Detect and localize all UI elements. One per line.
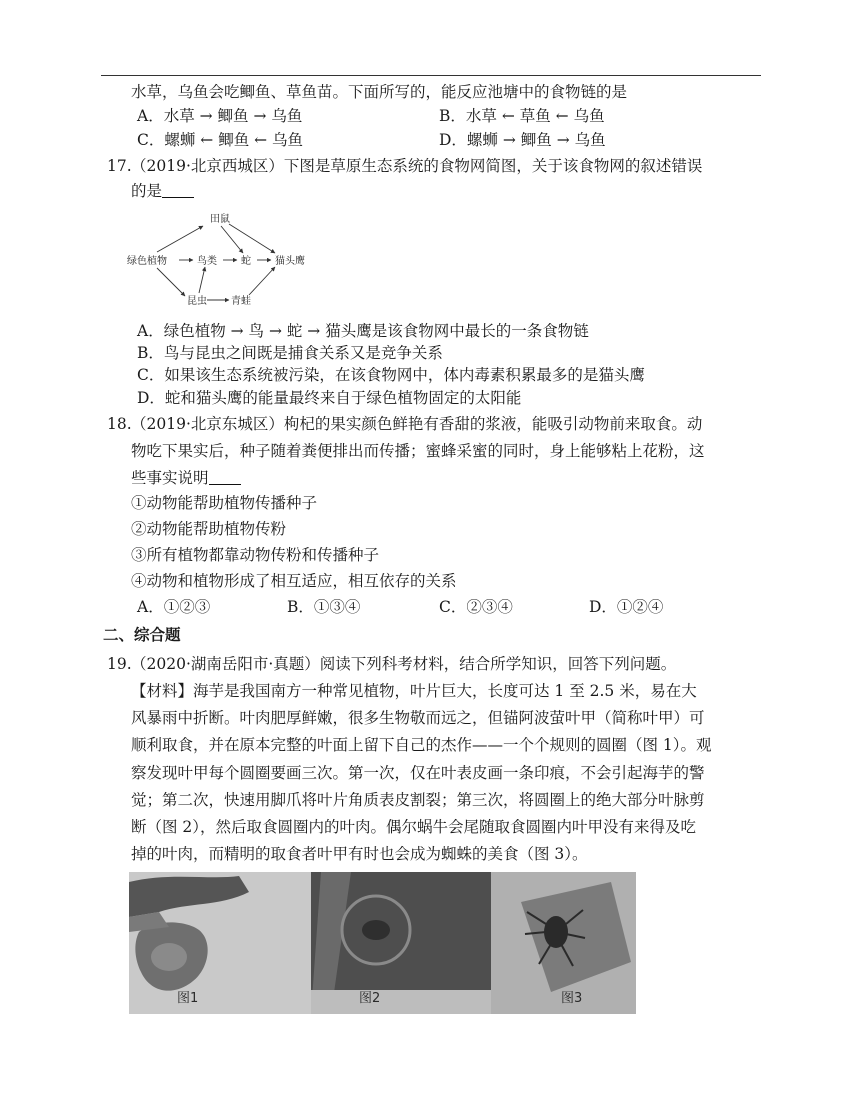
q17-stem-line1: （2019·北京西城区）下图是草原生态系统的食物网简图，关于该食物网的叙述错误 — [131, 157, 703, 175]
figure-1-caption: 图1 — [177, 991, 199, 1006]
figure-3-caption: 图3 — [561, 991, 583, 1006]
q18-statement-2: ②动物能帮助植物传粉 — [131, 520, 287, 538]
q18-option-a[interactable]: A．①②③ — [137, 598, 211, 616]
header-rule — [101, 75, 761, 76]
q19-material-line5: 觉；第二次，快速用脚爪将叶片角质表皮割裂；第三次，将圆圈上的绝大部分叶脉剪 — [131, 791, 705, 809]
q16-option-d[interactable]: D．螺蛳 → 鲫鱼 → 乌鱼 — [439, 131, 606, 149]
q19-stem: （2020·湖南岳阳市·真题）阅读下列科考材料，结合所学知识，回答下列问题。 — [131, 655, 677, 673]
q16-option-b[interactable]: B．水草 ← 草鱼 ← 乌鱼 — [439, 107, 605, 125]
q16-stem-continued: 水草，乌鱼会吃鲫鱼、草鱼苗。下面所写的，能反应池塘中的食物链的是 — [131, 83, 628, 101]
q19-material-line1: 【材料】海芋是我国南方一种常见植物，叶片巨大，长度可达 1 至 2.5 米，易在大 — [131, 682, 697, 700]
arrow-insect-bird — [199, 267, 205, 293]
q19-material-line3: 顺利取食，并在原本完整的叶面上留下自己的杰作——一个个规则的圆圈（图 1）。观 — [131, 736, 712, 754]
beetle-circle-image — [311, 872, 491, 1014]
q19-material-line7: 掉的叶肉，而精明的取食者叶甲有时也会成为蜘蛛的美食（图 3）。 — [131, 845, 588, 863]
arrow-vole-snake — [221, 226, 243, 253]
q19-material-line6: 断（图 2），然后取食圆圈内的叶肉。偶尔蜗牛会尾随取食圆圈内叶甲没有来得及吃 — [131, 818, 697, 836]
leaf-hole-image — [129, 872, 311, 1014]
q17-number: 17. — [107, 157, 132, 175]
q17-option-d[interactable]: D．蛇和猫头鹰的能量最终来自于绿色植物固定的太阳能 — [137, 389, 522, 407]
figure-2-caption: 图2 — [359, 991, 381, 1006]
q18-statement-1: ①动物能帮助植物传播种子 — [131, 494, 318, 512]
arrow-frog-owl — [249, 267, 275, 295]
answer-blank[interactable] — [209, 468, 241, 485]
q18-option-c[interactable]: C．②③④ — [439, 598, 513, 616]
q18-option-d[interactable]: D．①②④ — [589, 598, 664, 616]
node-owl: 猫头鹰 — [275, 256, 305, 267]
q19-material-line2: 风暴雨中折断。叶肉肥厚鲜嫩，很多生物敬而远之，但锚阿波萤叶甲（简称叶甲）可 — [131, 709, 705, 727]
q18-statement-4: ④动物和植物形成了相互适应，相互依存的关系 — [131, 572, 457, 590]
q16-option-c[interactable]: C．螺蛳 ← 鲫鱼 ← 乌鱼 — [137, 131, 304, 149]
arrow-vole-owl — [229, 224, 275, 253]
q17-option-c[interactable]: C．如果该生态系统被污染，在该食物网中，体内毒素积累最多的是猫头鹰 — [137, 366, 645, 384]
q18-statement-3: ③所有植物都靠动物传粉和传播种子 — [131, 546, 380, 564]
q16-option-a[interactable]: A．水草 → 鲫鱼 → 乌鱼 — [137, 107, 303, 125]
node-frog: 青蛙 — [231, 296, 251, 307]
q19-number: 19. — [107, 655, 132, 673]
q17-option-a[interactable]: A．绿色植物 → 鸟 → 蛇 → 猫头鹰是该食物网中最长的一条食物链 — [137, 322, 589, 340]
node-bird: 鸟类 — [197, 256, 217, 267]
q18-stem-line1: （2019·北京东城区）枸杞的果实颜色鲜艳有香甜的浆液，能吸引动物前来取食。动 — [131, 415, 703, 433]
q17-stem-text: 的是 — [131, 182, 163, 200]
section-heading: 二、综合题 — [103, 625, 181, 644]
q18-stem-line2: 物吃下果实后，种子随着粪便排出而传播；蜜蜂采蜜的同时，身上能够粘上花粉，这 — [131, 442, 705, 460]
q17-stem-line2 — [131, 180, 194, 202]
node-insect: 昆虫 — [187, 296, 207, 307]
arrow-plant-vole — [157, 226, 203, 252]
q18-stem-line3 — [131, 467, 241, 489]
food-web-diagram — [125, 210, 315, 312]
figure-3-photo — [491, 872, 636, 1014]
figure-photo-strip — [129, 872, 636, 1014]
arrow-plant-insect — [157, 268, 185, 296]
node-green-plant: 绿色植物 — [127, 256, 167, 267]
figure-2-photo — [311, 872, 491, 1014]
q18-number: 18. — [107, 415, 132, 433]
q17-option-b[interactable]: B．鸟与昆虫之间既是捕食关系又是竞争关系 — [137, 344, 443, 362]
q18-stem-text: 些事实说明 — [131, 469, 209, 487]
figure-1-photo — [129, 872, 311, 1014]
q19-material-line4: 察发现叶甲每个圆圈要画三次。第一次，仅在叶表皮画一条印痕，不会引起海芋的警 — [131, 764, 705, 782]
node-snake: 蛇 — [241, 256, 251, 267]
node-vole: 田鼠 — [210, 214, 230, 225]
answer-blank[interactable] — [162, 181, 194, 198]
q18-option-b[interactable]: B．①③④ — [287, 598, 361, 616]
